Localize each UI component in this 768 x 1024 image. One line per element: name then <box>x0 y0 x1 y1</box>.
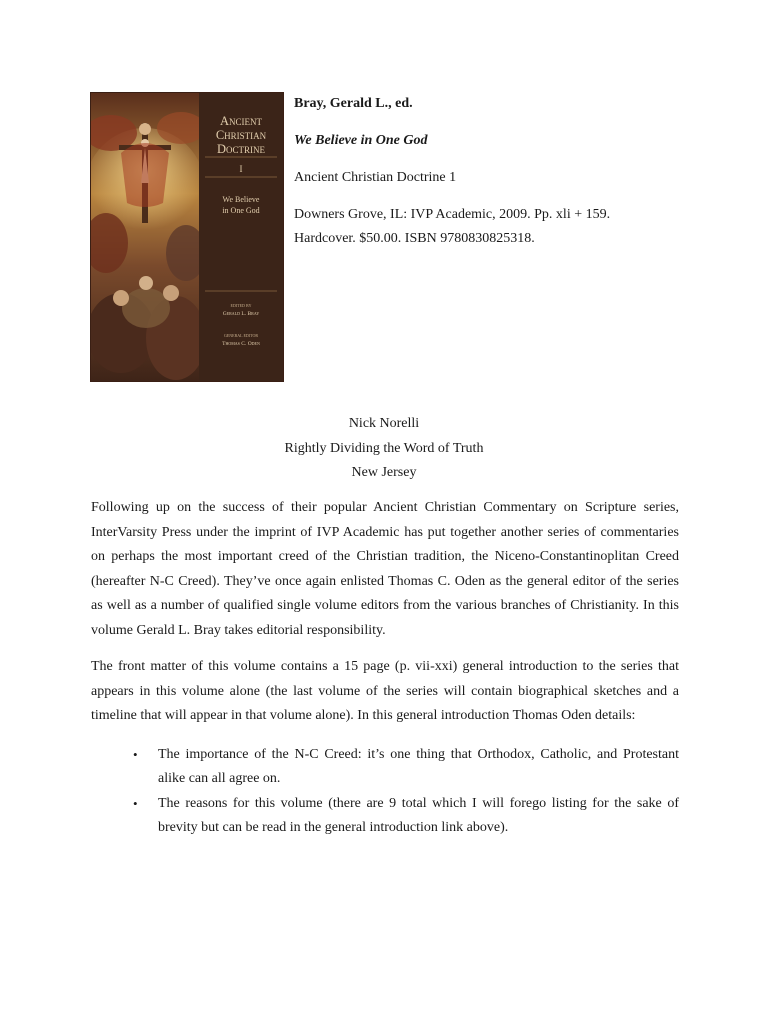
paragraph: Following up on the success of their popular Ancient Christian Commentary on Scripture series, InterVarsity Press under the imprint of IVP Academic has put together another series of commentaries on perhaps the most important creed of the Christian tradition, the Niceno-Constantinoplitan Creed (hereafter N-C Creed). They’ve once again enlisted Thomas C. Oden as the general editor of the series as well as a number of qualified single volume editors from the various branches of Christianity. In this volume Gerald L. Bray takes editorial responsibility. <box>91 500 679 638</box>
book-editor: Bray, Gerald L., ed. <box>294 96 413 111</box>
cover-title-line1: Ancient <box>219 114 263 128</box>
publication-details <box>294 203 734 251</box>
bibliographic-info <box>294 92 734 251</box>
bullet-icon: • <box>133 795 138 811</box>
cover-painting <box>91 93 206 381</box>
book-title: We Believe in One God <box>294 133 428 148</box>
cover-title-line3: Doctrine <box>216 142 266 156</box>
list-item-text: The reasons for this volume (there are 9 total which I will forego listing for the sake of brevity but can be read in the general introduction link above). <box>158 795 679 835</box>
reviewer-location: New Jersey <box>351 465 417 480</box>
list-item-text: The importance of the N-C Creed: it’s one thing that Orthodox, Catholic, and Protestant alike can all agree on. <box>158 746 679 786</box>
reviewer-block <box>0 412 768 486</box>
book-series: Ancient Christian Doctrine 1 <box>294 170 457 185</box>
cover-editor-name: Gerald L. Bray <box>222 311 260 317</box>
cover-edited-by-label: Edited by <box>230 303 252 308</box>
book-cover <box>91 93 283 381</box>
cover-volume-title-line2: in One God <box>222 206 260 215</box>
publication-line2: Hardcover. $50.00. ISBN 9780830825318. <box>294 231 535 246</box>
list-item <box>91 792 679 841</box>
cover-volume-title-line1: We Believe <box>222 195 260 204</box>
list-item <box>91 743 679 792</box>
cover-general-editor-label: General Editor <box>223 333 259 338</box>
bullet-icon: • <box>133 746 138 762</box>
bullet-list <box>91 743 679 841</box>
cover-general-editor-name: Thomas C. Oden <box>222 341 260 347</box>
publication-line1: Downers Grove, IL: IVP Academic, 2009. Pp. xli + 159. <box>294 207 611 222</box>
review-body <box>91 496 679 841</box>
cover-volume-number: I <box>239 164 243 174</box>
reviewer-affiliation: Rightly Dividing the Word of Truth <box>284 440 484 456</box>
reviewer-name: Nick Norelli <box>348 416 420 431</box>
paragraph: The front matter of this volume contains a 15 page (p. vii-xxi) general introduction to the series that appears in this volume alone (the last volume of the series will contain biographical sketches and a timeline that will appear in that volume alone). In this general introduction Thomas Oden details: <box>91 659 679 723</box>
cover-title-line2: Christian <box>215 128 267 142</box>
